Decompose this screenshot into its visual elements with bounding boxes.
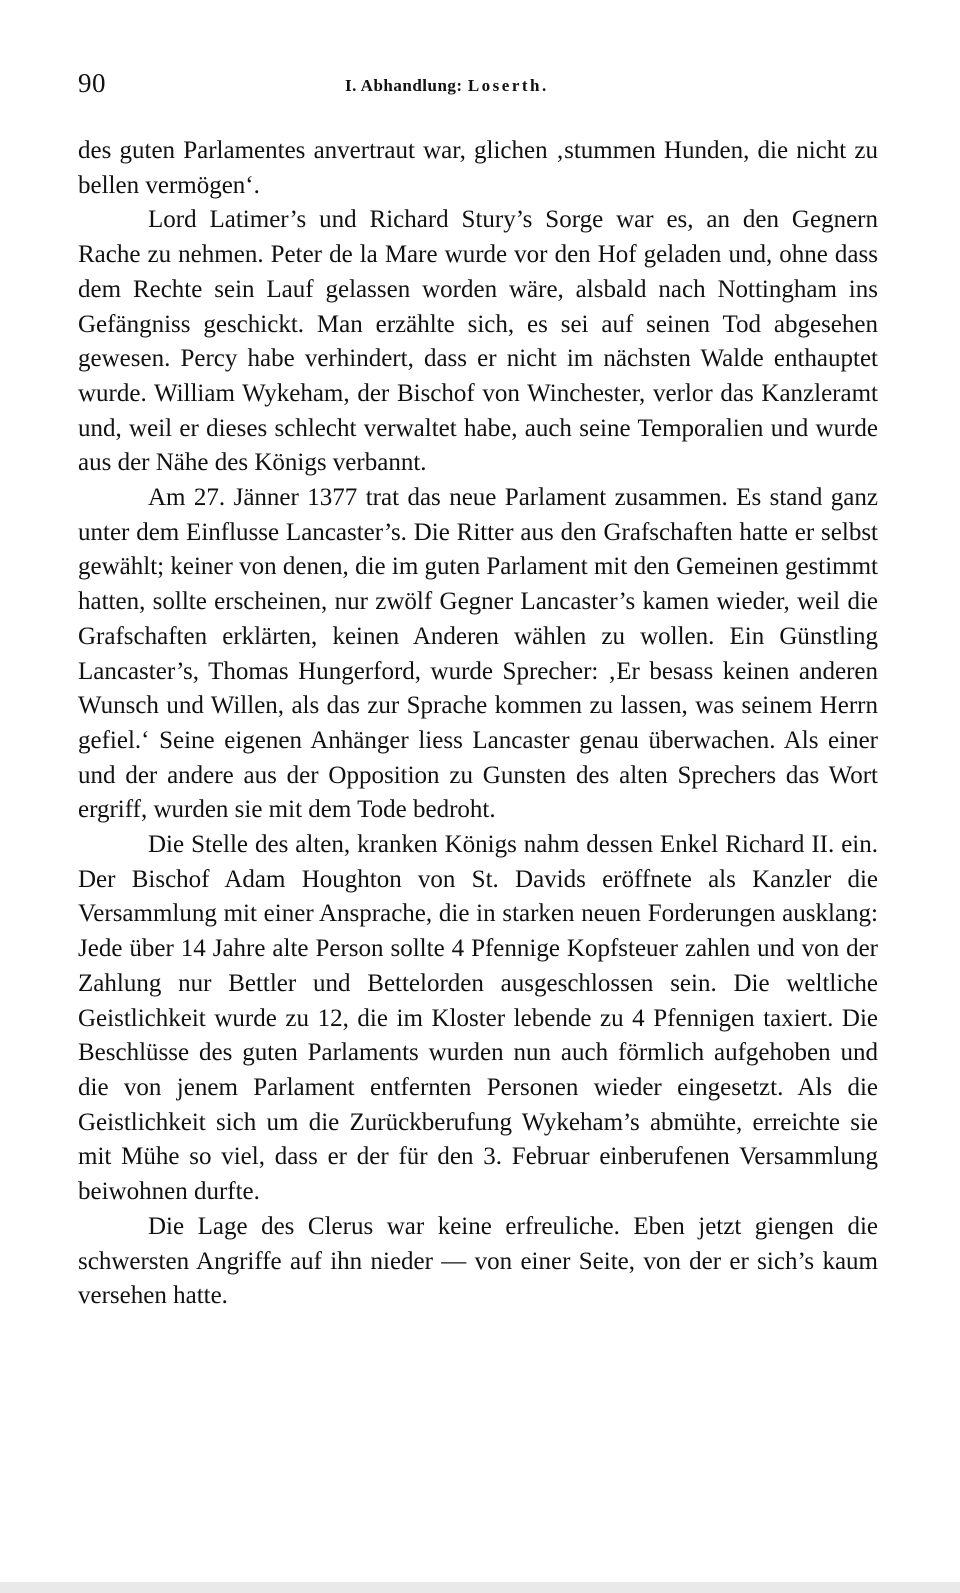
paragraph-richard-ii: Die Stelle des alten, kranken Königs nahm dessen Enkel Richard II. ein. Der Bischof Adam Houghton von St. Davids eröffnete als Kanzler die Versammlung mit einer Ansprache, die in starken neuen Forderungen ausklang: Jede über 14 Jahre alte Person sollte 4 Pfennige Kopfsteuer zahlen und von der Zahlung nur Bettler und Bettelorden ausgeschlossen sein. Die weltliche Geistlichkeit wurde zu 12, die im Kloster lebende zu 4 Pfennigen taxiert. Die Beschlüsse des guten Parlaments wurden nun auch förmlich aufgehoben und die von jenem Parlament entfernten Personen wieder eingesetzt. Als die Geistlichkeit sich um die Zurückberufung Wykeham’s abmühte, erreichte sie mit Mühe so viel, dass er der für den 3. Februar einberufenen Versammlung beiwohnen durfte. [78, 831, 878, 1206]
running-head-label: I. Abhandlung: [345, 76, 463, 95]
running-head-author: Loserth. [467, 76, 549, 95]
running-head [78, 68, 878, 102]
running-head-title [345, 76, 549, 96]
page-bottom-edge [0, 1582, 960, 1593]
paragraph-clerus: Die Lage des Clerus war keine erfreuliche. Eben jetzt giengen die schwersten Angriffe auf ihn nieder — von einer Seite, von der er sich’s kaum versehen hatte. [78, 1212, 878, 1310]
paragraph-parliament-1377: Am 27. Jänner 1377 trat das neue Parlament zusammen. Es stand ganz unter dem Einflusse Lancaster’s. Die Ritter aus den Grafschaften hatte er selbst gewählt; keiner von denen, die im guten Parlament mit den Gemeinen gestimmt hatten, sollte erscheinen, nur zwölf Gegner Lancaster’s kamen wieder, weil die Grafschaften erklärten, keinen Anderen wählen zu wollen. Ein Günstling Lancaster’s, Thomas Hungerford, wurde Sprecher: ‚Er besass keinen anderen Wunsch und Willen, als das zur Sprache kommen zu lassen, was seinem Herrn gefiel.‘ Seine eigenen Anhänger liess Lancaster genau überwachen. Als einer und der andere aus der Opposition zu Gunsten des alten Sprechers das Wort ergriff, wurden sie mit dem Tode bedroht. [78, 484, 878, 824]
paragraph-continuation: des guten Parlamentes anvertraut war, glichen ‚stummen Hunden, die nicht zu bellen vermögen‘. [78, 137, 878, 199]
page-number: 90 [78, 68, 106, 98]
body-text [78, 134, 878, 1314]
paragraph-latimer: Lord Latimer’s und Richard Stury’s Sorge war es, an den Gegnern Rache zu nehmen. Peter de la Mare wurde vor den Hof geladen und, ohne dass dem Rechte sein Lauf gelassen worden wäre, alsbald nach Nottingham ins Gefängniss geschickt. Man erzählte sich, es sei auf seinen Tod abgesehen gewesen. Percy habe verhindert, dass er nicht im nächsten Walde enthauptet wurde. William Wykeham, der Bischof von Winchester, verlor das Kanzleramt und, weil er dieses schlecht verwaltet habe, auch seine Temporalien und wurde aus der Nähe des Königs verbannt. [78, 206, 878, 477]
